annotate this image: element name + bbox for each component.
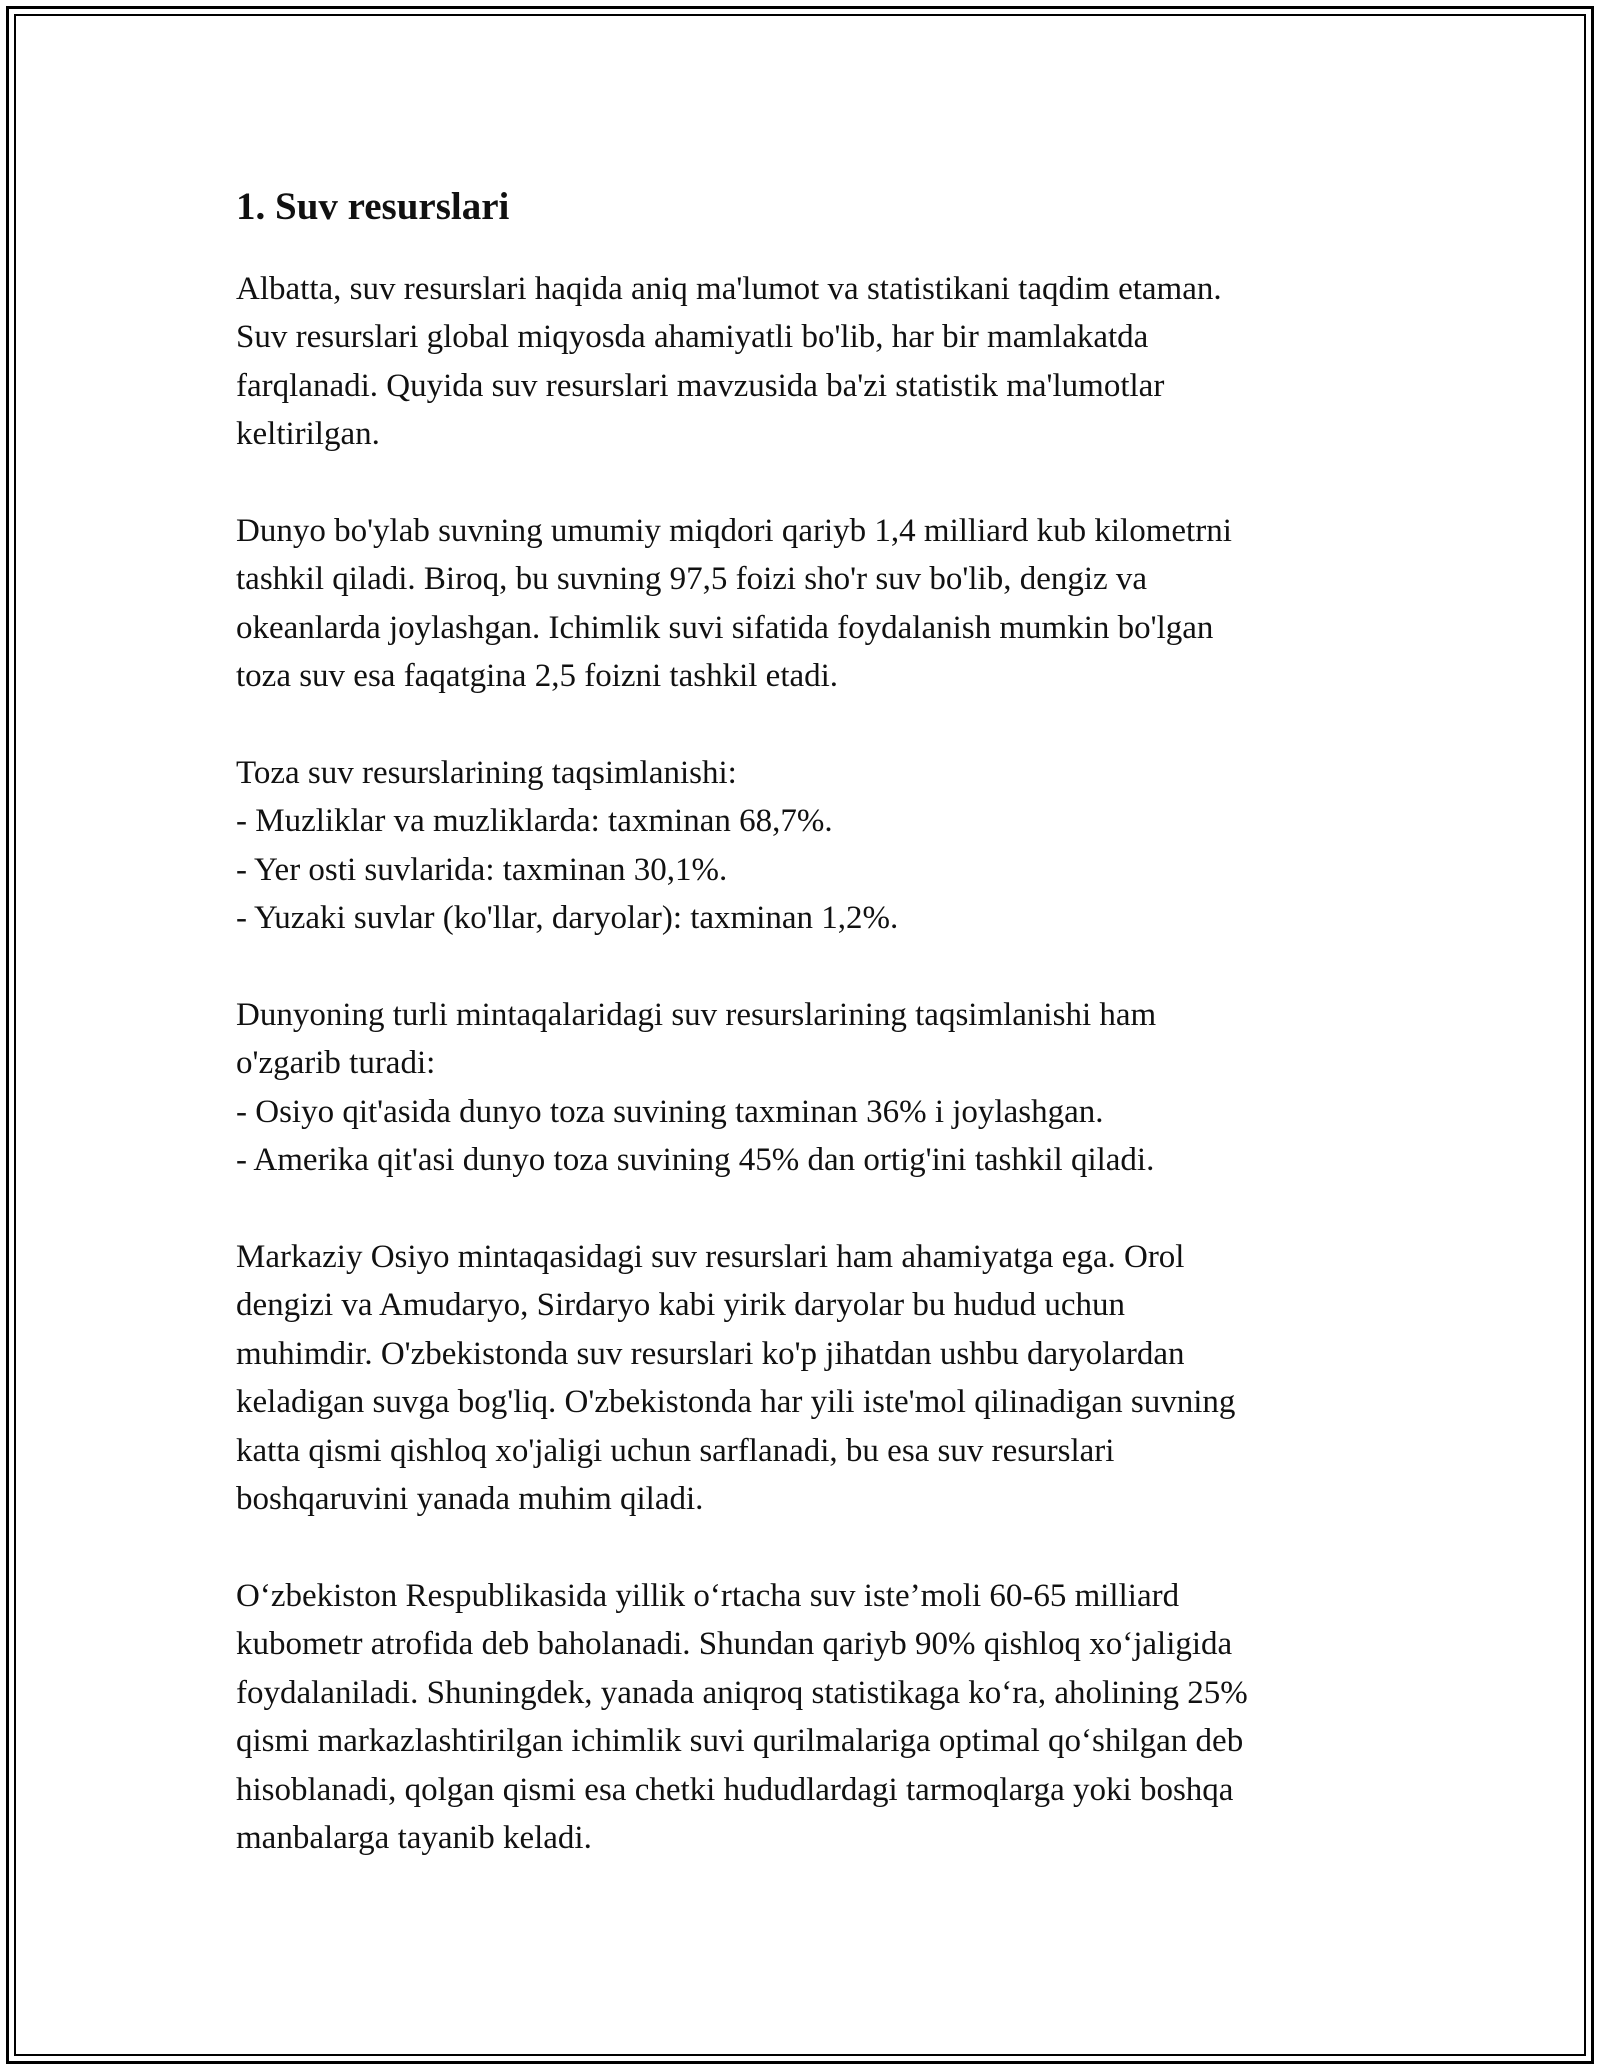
paragraph-regional-distribution: Dunyoning turli mintaqalaridagi suv resurslarining taqsimlanishi ham o'zgarib turadi: - Osiyo qit'asida dunyo toza suvining taxminan 36% i joylashgan. - Amerika qit'asi dunyo toza suvining 45% dan ortig'ini tashkil qiladi. — [236, 996, 1157, 1179]
paragraph-central-asia: Markaziy Osiyo mintaqasidagi suv resurslari ham ahamiyatga ega. Orol dengizi va Amudaryo, Sirdaryo kabi yirik daryolar bu hudud uchun muhimdir. O'zbekistonda suv resurslari ko'p jihatdan ushbu daryolardan keladigan suvga bog'liq. O'zbekistonda har yili iste'mol qilinadigan suvning katta qismi qishloq xo'jaligi uchun sarflanadi, bu esa suv resurslari boshqaruvini yanada muhim qiladi. — [236, 1238, 1236, 1518]
document-body — [236, 184, 1366, 1911]
section-heading: 1. Suv resurslari — [236, 185, 510, 228]
paragraph-uzbekistan-consumption: O‘zbekiston Respublikasida yillik o‘rtacha suv iste’moli 60-65 milliard kubometr atrofida deb baholanadi. Shundan qariyb 90% qishloq xo‘jaligida foydalaniladi. Shuningdek, yanada aniqroq statistikaga ko‘ra, aholining 25% qismi markazlashtirilgan ichimlik suvi qurilmalariga optimal qo‘shilgan deb hisoblanadi, qolgan qismi esa chetki hududlardagi tarmoqlarga yoki boshqa manbalarga tayanib keladi. — [236, 1577, 1248, 1857]
paragraph-intro: Albatta, suv resurslari haqida aniq ma'lumot va statistikani taqdim etaman. Suv resurslari global miqyosda ahamiyatli bo'lib, har bir mamlakatda farqlanadi. Quyida suv resurslari mavzusida ba'zi statistik ma'lumotlar keltirilgan. — [236, 270, 1222, 453]
paragraph-world-water: Dunyo bo'ylab suvning umumiy miqdori qariyb 1,4 milliard kub kilometrni tashkil qiladi. Biroq, bu suvning 97,5 foizi sho'r suv bo'lib, dengiz va okeanlarda joylashgan. Ichimlik suvi sifatida foydalanish mumkin bo'lgan toza suv esa faqatgina 2,5 foizni tashkil etadi. — [236, 512, 1232, 695]
paragraph-fresh-water-distribution: Toza suv resurslarining taqsimlanishi: - Muzliklar va muzliklarda: taxminan 68,7%. - Yer osti suvlarida: taxminan 30,1%. - Yuzaki suvlar (ko'llar, daryolar): taxminan 1,2%. — [236, 754, 899, 937]
